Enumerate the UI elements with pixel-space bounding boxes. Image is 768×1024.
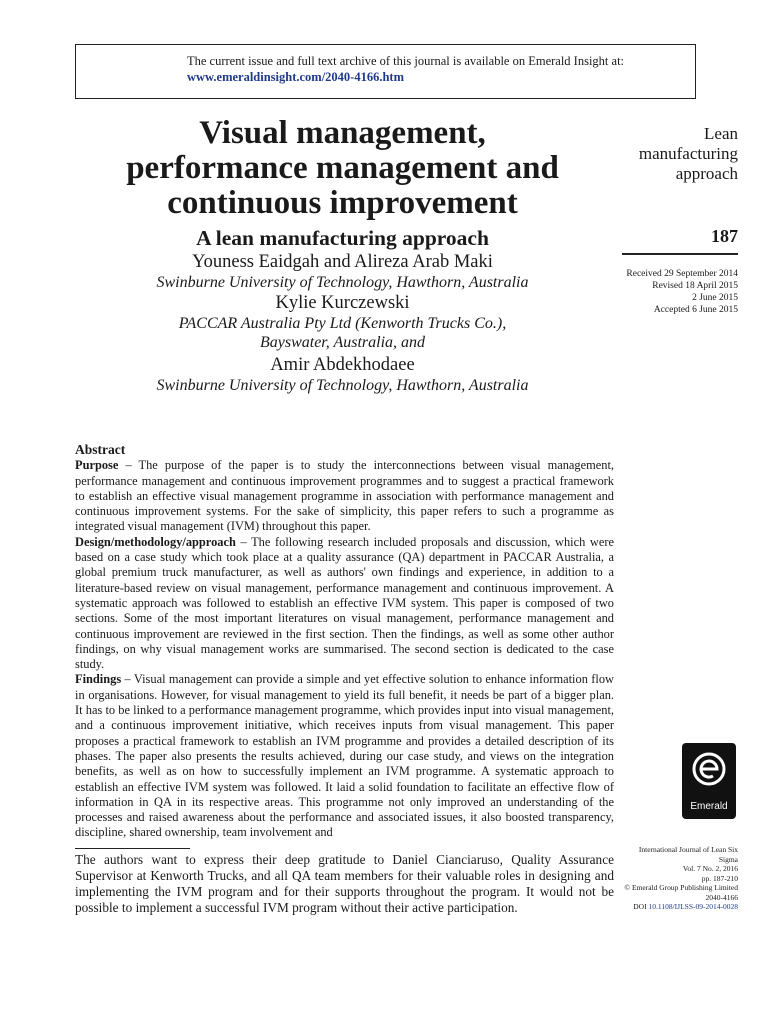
author-name: Kylie Kurczewski — [275, 293, 410, 313]
emerald-mark-icon — [691, 751, 727, 787]
author-affiliation: Bayswater, Australia, and — [259, 334, 426, 351]
title-block — [75, 116, 610, 395]
purpose-label: Purpose — [75, 458, 119, 473]
date-line: Received 29 September 2014 — [626, 269, 738, 279]
margin-divider — [622, 253, 738, 255]
logo-label: Emerald — [690, 801, 728, 812]
journal-name-line: Sigma — [718, 854, 738, 864]
running-topic-line: manufacturing — [638, 144, 738, 163]
page-range: pp. 187-210 — [701, 873, 738, 883]
paper-subtitle: A lean manufacturing approach — [196, 226, 489, 250]
abstract-findings — [75, 672, 614, 840]
journal-url-link[interactable]: www.emeraldinsight.com/2040-4166.htm — [187, 70, 404, 84]
author-affiliation: Swinburne University of Technology, Hawthorn, Australia — [156, 377, 529, 394]
publication-info — [598, 845, 738, 912]
doi-line — [598, 902, 738, 912]
notice-text: The current issue and full text archive of this journal is available on Emerald Insight at: — [187, 54, 625, 68]
emerald-logo-icon — [682, 743, 736, 819]
design-text: – The following research included proposals and discussion, which were based on a case study which took place at a quality assurance (QA) department in PACCAR Australia, a global premium truck manufacturer, as well as authors' own findings and experience, in addition to a literature-based review on visual management, performance management and continuous improvement. A systematic approach was followed to establish an effective IVM system. This paper is composed of two sections. Some of the most important literatures on visual management, performance management and continuous improvement are reviewed in the first section. Then the findings, as well as some other author findings, on why visual management works are summarised. The second section is dedicated to the case study. — [75, 534, 614, 672]
date-line: 2 June 2015 — [692, 293, 738, 303]
date-line: Accepted 6 June 2015 — [653, 305, 738, 315]
doi-label: DOI — [633, 902, 647, 911]
abstract-design — [75, 535, 614, 673]
doi-link[interactable]: 10.1108/IJLSS-09-2014-0028 — [648, 902, 738, 911]
author-name: Youness Eaidgah and Alireza Arab Maki — [192, 252, 493, 272]
footnote-divider — [75, 848, 190, 849]
findings-label: Findings — [75, 672, 122, 687]
paper-title — [75, 116, 610, 221]
issn: 2040-4166 — [705, 892, 738, 902]
running-topic-line: Lean — [704, 124, 738, 143]
author-affiliation: Swinburne University of Technology, Hawthorn, Australia — [156, 274, 529, 291]
date-line: Revised 18 April 2015 — [652, 281, 738, 291]
acknowledgement-footnote: The authors want to express their deep gratitude to Daniel Cianciaruso, Quality Assurance Supervisor at Kenworth Trucks, and all QA team members for their valuable roles in designing and implementing the IVM program and for their supports throughout the program. It would not be possible to implement a successful IVM program without their active participation. — [75, 852, 614, 915]
title-line: performance management and — [126, 150, 559, 186]
abstract-purpose — [75, 458, 614, 534]
running-topic-line: approach — [675, 164, 738, 183]
journal-name-line: International Journal of Lean Six — [638, 845, 738, 854]
abstract-heading: Abstract — [75, 442, 126, 457]
volume-info: Vol. 7 No. 2, 2016 — [682, 864, 738, 873]
design-label: Design/methodology/approach — [75, 534, 236, 549]
abstract-section — [75, 442, 614, 841]
running-topic — [578, 124, 738, 184]
purpose-text: – The purpose of the paper is to study the interconnections between visual management, performance management and continuous improvement programmes and to suggest a practical framework to establish an effective visual management programme in association with performance management and continuous improvement systems. For the sake of simplicity, this paper refers to such a programme as integrated visual management (IVM) throughout this paper. — [75, 458, 614, 534]
author-name: Amir Abdekhodaee — [270, 355, 415, 375]
title-line: Visual management, — [199, 115, 486, 151]
page-number: 187 — [711, 226, 738, 246]
journal-access-notice — [75, 44, 696, 99]
title-line: continuous improvement — [167, 185, 518, 221]
copyright: © Emerald Group Publishing Limited — [624, 883, 738, 892]
findings-text: – Visual management can provide a simple and yet effective solution to enhance information flow in organisations. However, for visual management to yield its full benefit, it needs be part of a bigger plan. It has to be linked to a performance management programme, which provides input into visual management, and a continuous improvement initiative, which receives inputs from visual management. This paper proposes a practical framework to establish an IVM programme and provides a detailed description of its phases. The paper also presents the results achieved, during our case study, and views on the integration benefits, as well as on how to successfully implement an IVM programme. A systematic approach to establish an effective IVM system was followed. It laid a solid foundation to facilitate an effective flow of information in QA in its respective areas. This programme not only improved an understanding of the processes and raised awareness about the performance and associated issues, it also boosted transparency, discipline, shared ownership, team involvement and — [75, 672, 614, 840]
author-affiliation: PACCAR Australia Pty Ltd (Kenworth Trucks Co.), — [178, 315, 507, 332]
submission-dates — [626, 268, 738, 316]
